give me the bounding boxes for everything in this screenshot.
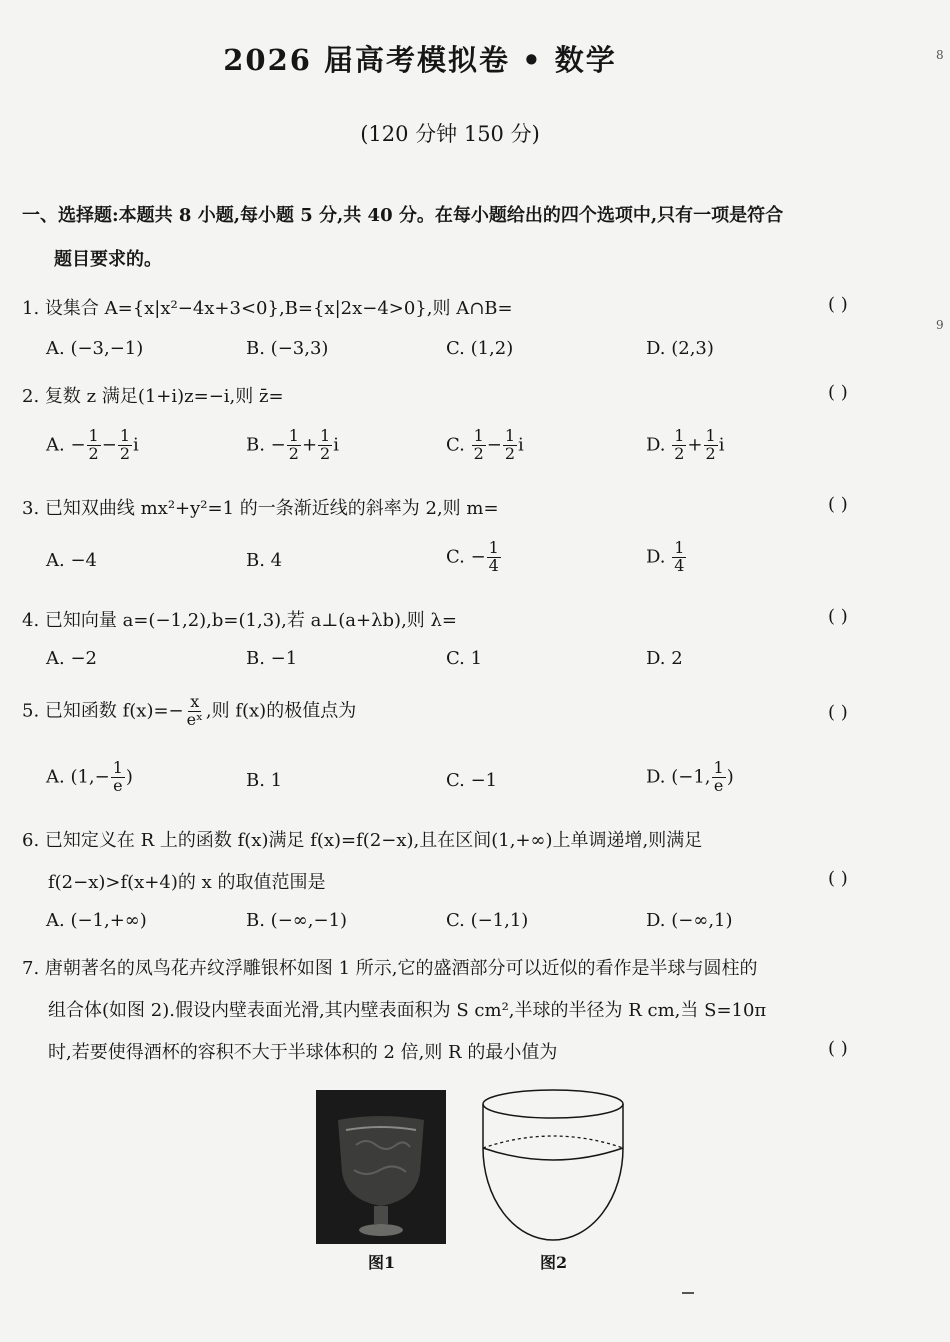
option-label: C.: [446, 434, 471, 456]
margin-mark: 8: [936, 48, 944, 62]
option-c: C. 1: [446, 648, 483, 669]
option-label: D.: [646, 434, 672, 456]
option-b: B. 1: [246, 770, 283, 791]
question-1-answer-paren: ( ): [828, 294, 848, 315]
option-a: A. (−1,+∞): [46, 910, 147, 931]
option-c: C. (1,2): [446, 338, 514, 359]
option-a: A. − $\frac{1}{2}$ − $\frac{1}{2}$ i: [46, 426, 139, 463]
scan-mark: [682, 1292, 694, 1294]
margin-mark: 9: [936, 318, 944, 332]
fraction: $\frac{1}{2}$: [674, 426, 685, 463]
question-3-stem: 3. 已知双曲线 mx²+y²=1 的一条渐近线的斜率为 2,则 m=: [22, 498, 499, 519]
question-7-answer-paren: ( ): [828, 1038, 848, 1059]
fraction: $\frac{1}{2}$: [119, 426, 130, 463]
hemisphere-cylinder-drawing: [478, 1086, 628, 1246]
option-c: C. $\frac{1}{2}$ − $\frac{1}{2}$ i: [446, 426, 524, 463]
option-c: C. (−1,1): [446, 910, 529, 931]
option-a: A. −4: [46, 550, 97, 571]
question-6-options: [46, 910, 866, 950]
option-d: D. $\frac{1}{2}$ + $\frac{1}{2}$ i: [646, 426, 725, 463]
question-7-stem-line3: 时,若要使得酒杯的容积不大于半球体积的 2 倍,则 R 的最小值为: [48, 1042, 558, 1063]
option-d: D. (2,3): [646, 338, 714, 359]
option-b: B. − $\frac{1}{2}$ + $\frac{1}{2}$ i: [246, 426, 339, 463]
fraction: $\frac{x}{\text{eˣ}}$: [186, 692, 203, 729]
question-5-options: [46, 760, 866, 800]
fraction: $\frac{1}{2}$: [705, 426, 716, 463]
fraction: $\frac{1}{e}$: [713, 758, 724, 795]
fraction: $\frac{1}{4}$: [674, 538, 685, 575]
option-c: C. −1: [446, 770, 498, 791]
question-2-stem: 2. 复数 z 满足(1+i)z=−i,则 z̄=: [22, 386, 284, 407]
option-d: D. 2: [646, 648, 683, 669]
fraction: $\frac{1}{4}$: [488, 538, 499, 575]
option-a: A. (−3,−1): [46, 338, 144, 359]
option-label: B. −: [246, 434, 286, 456]
option-label: C. −: [446, 546, 486, 568]
fraction: $\frac{1}{2}$: [504, 426, 516, 463]
question-6-stem-line2: f(2−x)>f(x+4)的 x 的取值范围是: [48, 872, 326, 893]
page-title: 2026 届高考模拟卷 • 数学: [223, 43, 617, 77]
question-2-answer-paren: ( ): [828, 382, 848, 403]
section-heading-line2: 题目要求的。: [54, 249, 162, 270]
question-1-stem: 1. 设集合 A={x|x²−4x+3<0},B={x|2x−4>0},则 A∩B=: [22, 298, 513, 319]
fraction: $\frac{1}{2}$: [320, 426, 331, 463]
option-d: D. (−∞,1): [646, 910, 733, 931]
question-6-stem-line1: 6. 已知定义在 R 上的函数 f(x)满足 f(x)=f(2−x),且在区间(1,+∞)上单调递增,则满足: [22, 830, 703, 851]
option-d: [646, 540, 687, 575]
option-label: D.: [646, 546, 672, 568]
question-7-stem-line1: 7. 唐朝著名的凤鸟花卉纹浮雕银杯如图 1 所示,它的盛酒部分可以近似的看作是半球与圆柱的: [22, 958, 758, 979]
fraction: $\frac{1}{2}$: [288, 426, 299, 463]
option-b: B. (−3,3): [246, 338, 329, 359]
question-3-options: [46, 540, 866, 580]
fraction: $\frac{1}{2}$: [473, 426, 484, 463]
question-2-options: [46, 428, 866, 468]
option-label: A. −: [46, 434, 86, 456]
question-6-answer-paren: ( ): [828, 868, 848, 889]
option-b: B. −1: [246, 648, 298, 669]
option-b: B. (−∞,−1): [246, 910, 348, 931]
question-7-stem-line2: 组合体(如图 2).假设内壁表面光滑,其内壁表面积为 S cm²,半球的半径为 R cm,当 S=10π: [48, 1000, 767, 1021]
section-heading-line1: 一、选择题:本题共 8 小题,每小题 5 分,共 40 分。在每小题给出的四个选项中,只有一项是符合: [22, 205, 784, 226]
fraction: $\frac{1}{e}$: [112, 758, 123, 795]
figure-1-caption: 图1: [368, 1253, 396, 1272]
goblet-image: [316, 1090, 446, 1244]
option-a: A. −2: [46, 648, 97, 669]
question-4-options: [46, 648, 866, 688]
question-5-stem: 5. 已知函数 f(x)=− $\frac{x}{\text{eˣ}}$ ,则 f(x)的极值点为: [22, 692, 357, 729]
exam-duration-score: (120 分钟 150 分): [360, 122, 540, 146]
question-4-answer-paren: ( ): [828, 606, 848, 627]
option-a: A. (1,− $\frac{1}{e}$ ): [46, 758, 133, 795]
option-b: B. 4: [246, 550, 283, 571]
option-d: D. (−1, $\frac{1}{e}$ ): [646, 758, 734, 795]
question-5-answer-paren: ( ): [828, 702, 848, 723]
figure-2-caption: 图2: [540, 1253, 568, 1272]
option-c: [446, 540, 502, 575]
figure-1-silver-cup-photo: [316, 1090, 446, 1244]
question-3-answer-paren: ( ): [828, 494, 848, 515]
section-heading: [22, 194, 902, 282]
question-1-options: [46, 338, 866, 378]
fraction: $\frac{1}{2}$: [88, 426, 99, 463]
figure-2-diagram: [478, 1086, 628, 1246]
question-4-stem: 4. 已知向量 a=(−1,2),b=(1,3),若 a⊥(a+λb),则 λ=: [22, 610, 458, 631]
